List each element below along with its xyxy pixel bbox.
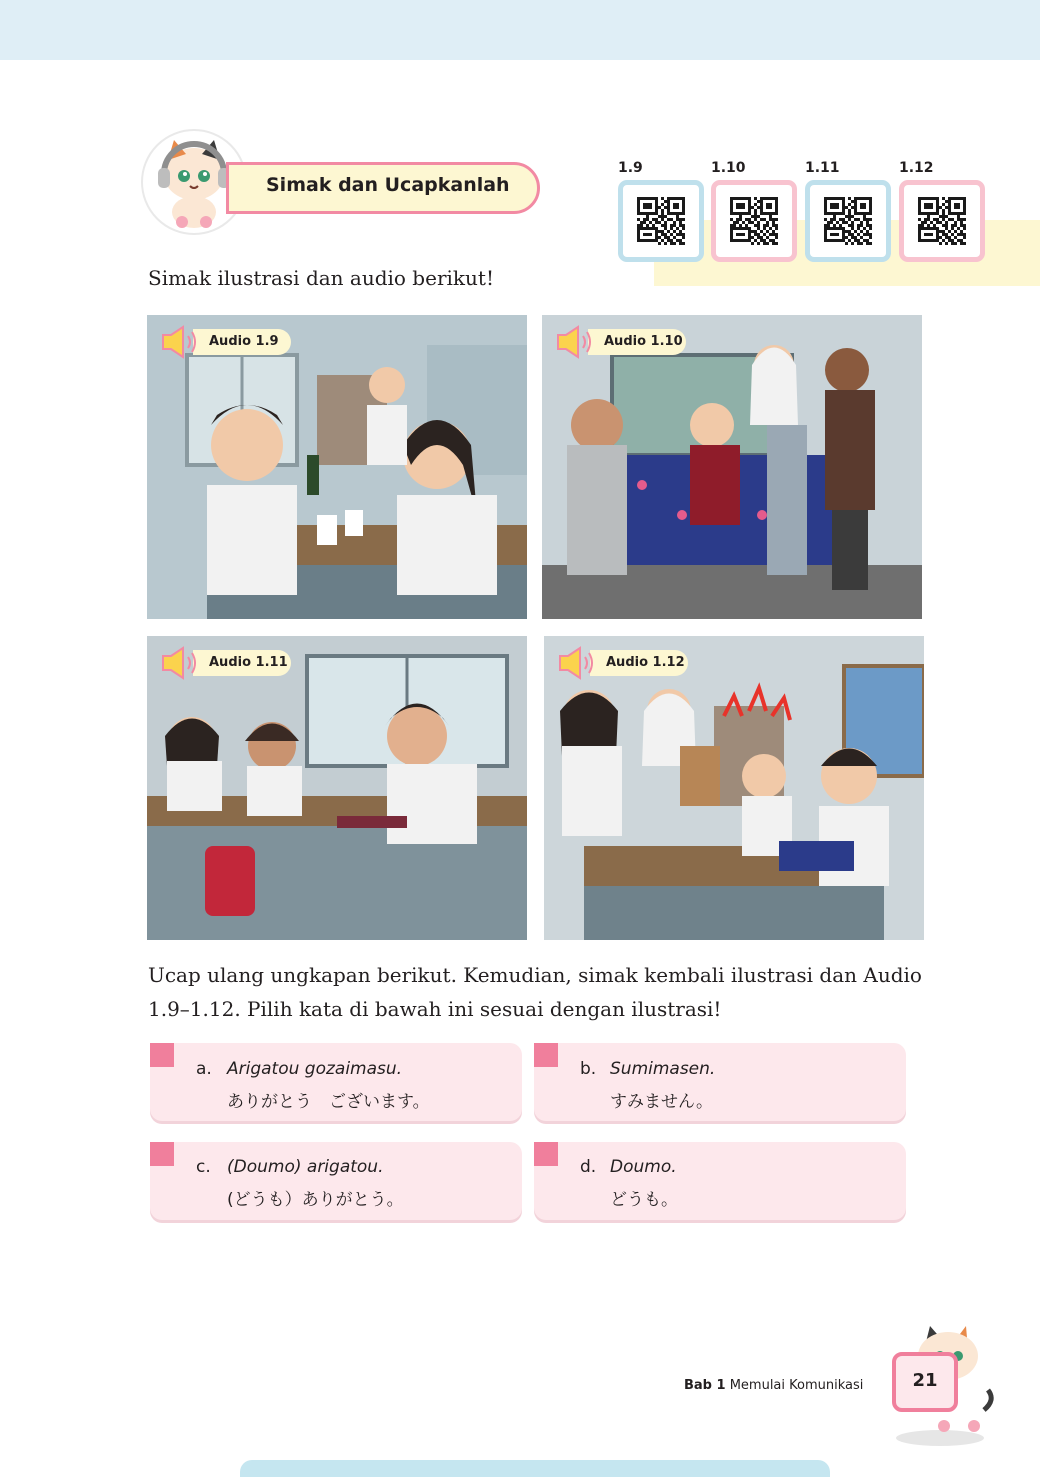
instruction-text (148, 958, 924, 1026)
audio-label: Audio 1.11 (209, 655, 288, 670)
option-letter: a. (196, 1059, 212, 1079)
top-band (0, 0, 1040, 60)
illustration-canteen (147, 315, 527, 619)
qr-code-label: 1.12 (899, 160, 934, 176)
audio-label: Audio 1.9 (209, 334, 279, 349)
option-letter: c. (196, 1157, 211, 1177)
chapter-number: Bab 1 (684, 1378, 726, 1393)
instruction-line: Ucap ulang ungkapan berikut. Kemudian, simak kembali ilustrasi dan Audio (148, 963, 922, 987)
option-box[interactable] (150, 1043, 522, 1121)
audio-label: Audio 1.10 (604, 334, 683, 349)
option-romaji: Sumimasen. (610, 1059, 716, 1079)
speaker-icon (159, 646, 203, 680)
illustration-gift (544, 636, 924, 940)
illustration-classroom-desk (147, 636, 527, 940)
qr-code-icon (824, 197, 872, 245)
qr-code-icon (730, 197, 778, 245)
option-kana: (どうも）ありがとう。 (227, 1190, 404, 1210)
option-kana: ありがとう ございます。 (227, 1092, 430, 1112)
gift-scene-image (544, 636, 924, 940)
option-romaji: Doumo. (610, 1157, 677, 1177)
qr-code-frame[interactable] (899, 180, 985, 262)
option-checkbox[interactable] (150, 1142, 174, 1166)
qr-code-frame[interactable] (618, 180, 704, 262)
page-number: 21 (912, 1370, 938, 1391)
option-letter: b. (580, 1059, 597, 1079)
option-box[interactable] (534, 1043, 906, 1121)
speaker-icon (556, 646, 600, 680)
qr-code-frame[interactable] (805, 180, 891, 262)
audio-label: Audio 1.12 (606, 655, 685, 670)
qr-code-frame[interactable] (711, 180, 797, 262)
option-checkbox[interactable] (534, 1142, 558, 1166)
intro-text: Simak ilustrasi dan audio berikut! (148, 266, 494, 290)
option-letter: d. (580, 1157, 597, 1177)
bottom-band (240, 1460, 830, 1477)
illustration-train (542, 315, 922, 619)
chapter-title: Memulai Komunikasi (729, 1378, 864, 1393)
option-checkbox[interactable] (150, 1043, 174, 1067)
speaker-icon (554, 325, 598, 359)
option-kana: どうも。 (610, 1190, 678, 1210)
option-box[interactable] (534, 1142, 906, 1220)
speaker-icon (159, 325, 203, 359)
chapter-footer (684, 1378, 863, 1393)
option-romaji: (Doumo) arigatou. (227, 1157, 384, 1177)
canteen-scene-image (147, 315, 527, 619)
classroom-scene-image (147, 636, 527, 940)
qr-code-label: 1.11 (805, 160, 840, 176)
qr-code-label: 1.10 (711, 160, 746, 176)
train-scene-image (542, 315, 922, 619)
option-kana: すみません。 (610, 1092, 714, 1112)
option-romaji: Arigatou gozaimasu. (227, 1059, 403, 1079)
instruction-line: 1.9–1.12. Pilih kata di bawah ini sesuai dengan ilustrasi! (148, 997, 722, 1021)
qr-code-icon (637, 197, 685, 245)
qr-code-icon (918, 197, 966, 245)
qr-code-label: 1.9 (618, 160, 643, 176)
option-box[interactable] (150, 1142, 522, 1220)
page-number-box (892, 1352, 958, 1412)
section-title: Simak dan Ucapkanlah (266, 174, 510, 196)
option-checkbox[interactable] (534, 1043, 558, 1067)
